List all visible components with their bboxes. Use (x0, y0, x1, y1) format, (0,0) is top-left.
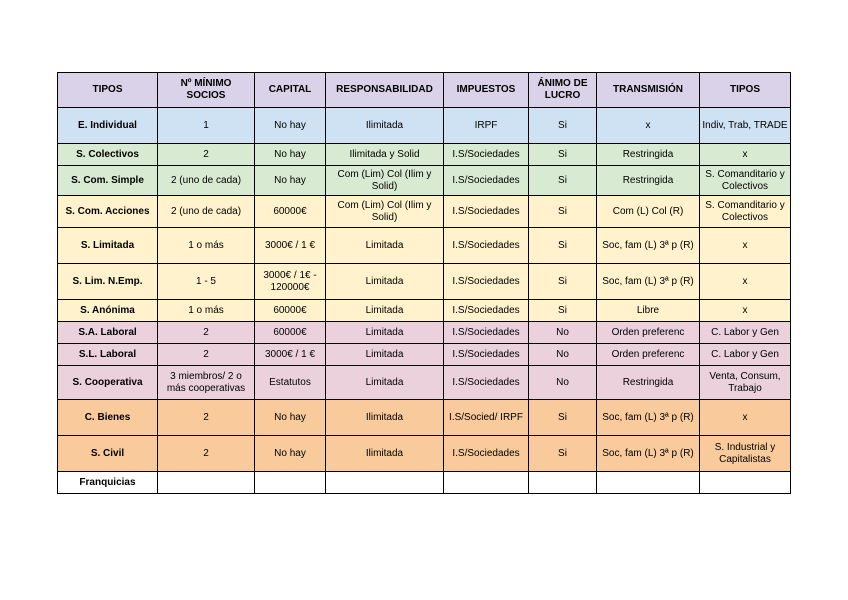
table-cell: Limitada (326, 344, 444, 366)
column-header: TIPOS (700, 73, 791, 108)
table-row (58, 436, 791, 472)
row-type-cell: S. Civil (58, 436, 158, 472)
table-cell: I.S/Sociedades (444, 166, 529, 196)
table-cell: 3000€ / 1€ - 120000€ (255, 264, 326, 300)
table-cell: Soc, fam (L) 3ª p (R) (597, 436, 700, 472)
table-cell: 3000€ / 1 € (255, 344, 326, 366)
table-cell: I.S/Sociedades (444, 144, 529, 166)
table-cell: Si (529, 144, 597, 166)
table-cell: Com (L) Col (R) (597, 196, 700, 228)
table-cell (597, 472, 700, 494)
table-cell: Venta, Consum, Trabajo (700, 366, 791, 400)
table-cell: S. Comanditario y Colectivos (700, 196, 791, 228)
table-cell: Restringida (597, 166, 700, 196)
table-row (58, 344, 791, 366)
table-cell: No (529, 344, 597, 366)
table-cell: I.S/Socied/ IRPF (444, 400, 529, 436)
row-type-cell: S. Lim. N.Emp. (58, 264, 158, 300)
row-type-cell: S. Com. Acciones (58, 196, 158, 228)
table-cell: 60000€ (255, 300, 326, 322)
table-cell: Restringida (597, 366, 700, 400)
row-type-cell: S. Limitada (58, 228, 158, 264)
column-header: RESPONSABILIDAD (326, 73, 444, 108)
table-cell: Soc, fam (L) 3ª p (R) (597, 228, 700, 264)
table-cell: I.S/Sociedades (444, 436, 529, 472)
table-row (58, 228, 791, 264)
table-cell: 3 miembros/ 2 o más cooperativas (158, 366, 255, 400)
table-cell: IRPF (444, 108, 529, 144)
table-cell: 1 o más (158, 228, 255, 264)
table-cell: Si (529, 300, 597, 322)
table-cell: 1 - 5 (158, 264, 255, 300)
table-cell: Limitada (326, 366, 444, 400)
table-cell: No (529, 366, 597, 400)
table-cell: No hay (255, 400, 326, 436)
table-row (58, 366, 791, 400)
table-cell: Indiv, Trab, TRADE (700, 108, 791, 144)
table-cell: 2 (158, 400, 255, 436)
table-cell: Limitada (326, 228, 444, 264)
table-cell: I.S/Sociedades (444, 228, 529, 264)
table-cell: I.S/Sociedades (444, 344, 529, 366)
table-cell: Com (Lim) Col (Ilim y Solid) (326, 196, 444, 228)
table-cell: x (700, 400, 791, 436)
table-cell: Orden preferenc (597, 322, 700, 344)
table-cell (700, 472, 791, 494)
table-cell (158, 472, 255, 494)
table-cell: x (700, 144, 791, 166)
column-header: IMPUESTOS (444, 73, 529, 108)
table-cell: Libre (597, 300, 700, 322)
table-cell: 60000€ (255, 196, 326, 228)
table-row (58, 472, 791, 494)
row-type-cell: S. Com. Simple (58, 166, 158, 196)
table-cell: x (597, 108, 700, 144)
table-cell: 2 (uno de cada) (158, 166, 255, 196)
table-cell: C. Labor y Gen (700, 344, 791, 366)
row-type-cell: S.A. Laboral (58, 322, 158, 344)
table-row (58, 166, 791, 196)
table-cell: Soc, fam (L) 3ª p (R) (597, 264, 700, 300)
column-header: TRANSMISIÓN (597, 73, 700, 108)
column-header: ÁNIMO DE LUCRO (529, 73, 597, 108)
table-row (58, 322, 791, 344)
table-cell: No hay (255, 108, 326, 144)
table-cell: Orden preferenc (597, 344, 700, 366)
table-cell: Si (529, 264, 597, 300)
table-cell: Limitada (326, 300, 444, 322)
table-cell: No hay (255, 436, 326, 472)
table-cell: Ilimitada (326, 400, 444, 436)
table-cell: Si (529, 400, 597, 436)
table-cell: No hay (255, 144, 326, 166)
companies-table (57, 72, 791, 494)
table-cell: Limitada (326, 322, 444, 344)
table-cell: 2 (158, 144, 255, 166)
table-cell (529, 472, 597, 494)
table-cell: No hay (255, 166, 326, 196)
row-type-cell: S.L. Laboral (58, 344, 158, 366)
table-cell (444, 472, 529, 494)
table-cell: I.S/Sociedades (444, 196, 529, 228)
row-type-cell: S. Anónima (58, 300, 158, 322)
table-cell: Ilimitada (326, 436, 444, 472)
row-type-cell: S. Cooperativa (58, 366, 158, 400)
table-cell: 1 (158, 108, 255, 144)
table-cell: x (700, 264, 791, 300)
table-cell: I.S/Sociedades (444, 366, 529, 400)
table-cell: Ilimitada (326, 108, 444, 144)
table-cell: I.S/Sociedades (444, 264, 529, 300)
column-header: Nº MÍNIMO SOCIOS (158, 73, 255, 108)
table-cell: S. Industrial y Capitalistas (700, 436, 791, 472)
header-row (58, 73, 791, 108)
row-type-cell: Franquicias (58, 472, 158, 494)
table-cell (326, 472, 444, 494)
table-cell (255, 472, 326, 494)
table-row (58, 264, 791, 300)
table-cell: Si (529, 436, 597, 472)
column-header: CAPITAL (255, 73, 326, 108)
table-cell: 2 (158, 322, 255, 344)
table-cell: I.S/Sociedades (444, 300, 529, 322)
table-row (58, 300, 791, 322)
table-cell: 2 (158, 344, 255, 366)
table-row (58, 144, 791, 166)
row-type-cell: E. Individual (58, 108, 158, 144)
table-cell: Soc, fam (L) 3ª p (R) (597, 400, 700, 436)
row-type-cell: S. Colectivos (58, 144, 158, 166)
table-cell: 60000€ (255, 322, 326, 344)
table-cell: No (529, 322, 597, 344)
table-cell: I.S/Sociedades (444, 322, 529, 344)
table-cell: S. Comanditario y Colectivos (700, 166, 791, 196)
table-cell: 2 (uno de cada) (158, 196, 255, 228)
column-header: TIPOS (58, 73, 158, 108)
table-cell: Si (529, 196, 597, 228)
table-cell: x (700, 300, 791, 322)
row-type-cell: C. Bienes (58, 400, 158, 436)
table-cell: x (700, 228, 791, 264)
table-cell: C. Labor y Gen (700, 322, 791, 344)
table-cell: Si (529, 166, 597, 196)
table-cell: Si (529, 108, 597, 144)
table-cell: Estatutos (255, 366, 326, 400)
table-cell: Com (Lim) Col (Ilim y Solid) (326, 166, 444, 196)
table-row (58, 196, 791, 228)
table-cell: Si (529, 228, 597, 264)
table-cell: 1 o más (158, 300, 255, 322)
table-cell: 2 (158, 436, 255, 472)
table-cell: Restringida (597, 144, 700, 166)
table-cell: Ilimitada y Solid (326, 144, 444, 166)
table-row (58, 400, 791, 436)
table-cell: Limitada (326, 264, 444, 300)
table-row (58, 108, 791, 144)
table-cell: 3000€ / 1 € (255, 228, 326, 264)
